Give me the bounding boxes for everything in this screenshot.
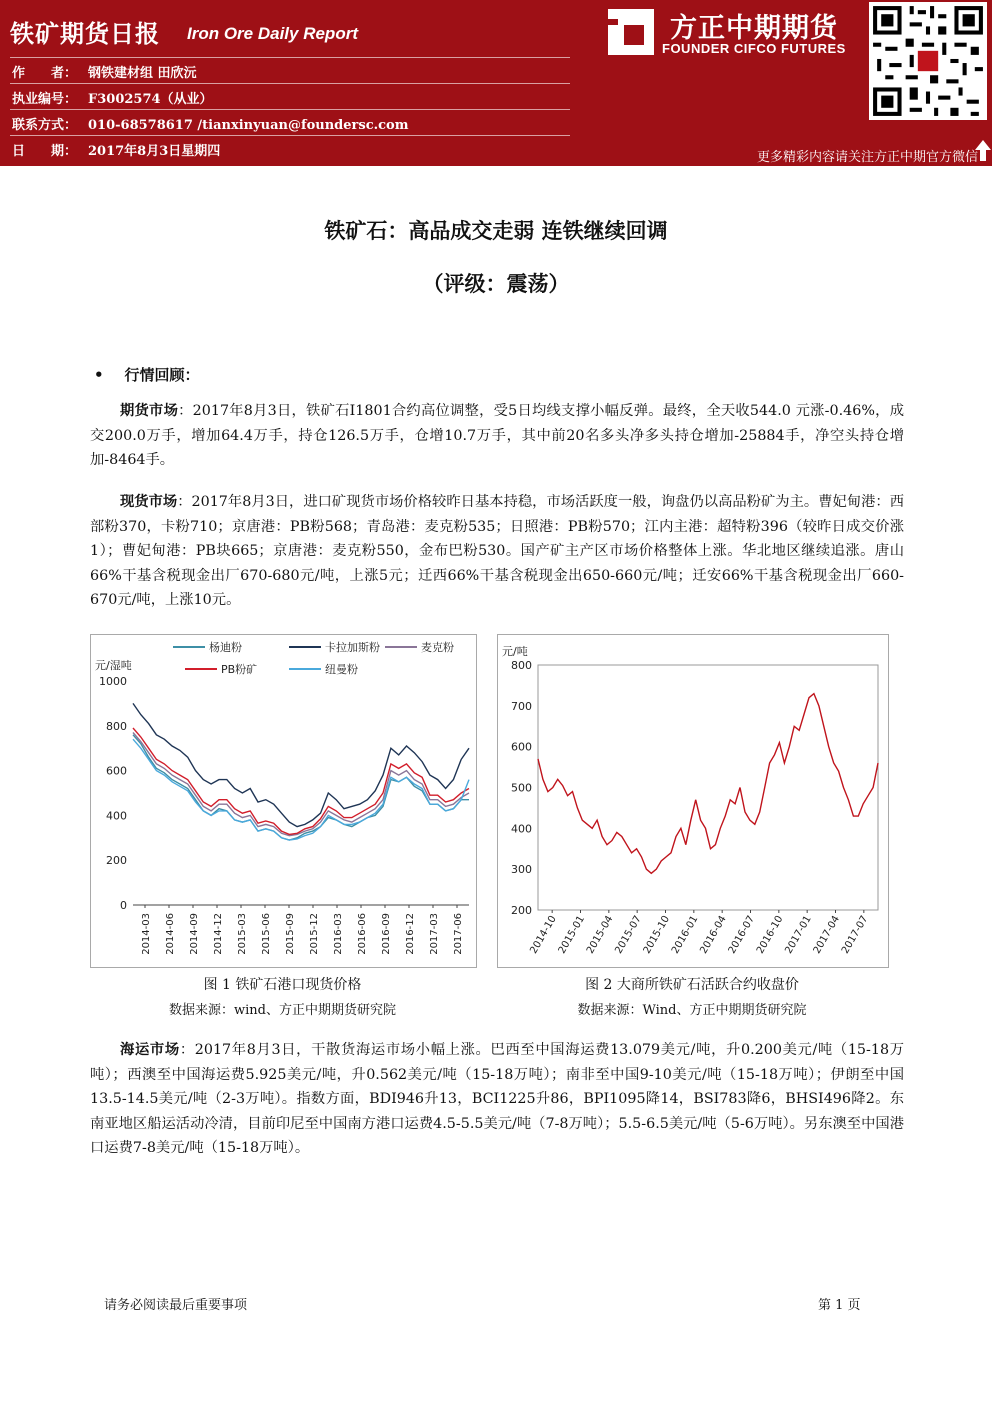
x-tick-label: 2015-03 — [237, 913, 248, 955]
chart1-svg — [91, 635, 476, 967]
report-rating: （评级：震荡） — [422, 272, 570, 296]
spot-label: 现货市场 — [120, 494, 178, 510]
x-tick-label: 2017-07 — [840, 914, 871, 956]
license-value: F3002574（从业） — [88, 92, 213, 107]
x-tick-label: 2017-01 — [783, 914, 814, 956]
section-heading-text: 行情回顾： — [124, 366, 200, 384]
x-tick-label: 2015-06 — [261, 913, 272, 955]
series-line — [133, 733, 469, 836]
x-tick-label: 2016-12 — [405, 913, 416, 955]
follow-wechat-text: 更多精彩内容请关注方正中期官方微信 — [756, 150, 978, 165]
shipping-label: 海运市场 — [120, 1042, 180, 1058]
y-tick-label: 0 — [120, 899, 127, 912]
bullet: • — [94, 366, 104, 384]
x-tick-label: 2015-01 — [556, 914, 588, 956]
report-title-cn: 铁矿期货日报 — [10, 20, 160, 48]
logo-text-en: FOUNDER CIFCO FUTURES — [662, 41, 846, 56]
divider — [10, 109, 570, 110]
fig1-caption: 图 1 铁矿石港口现货价格 — [203, 977, 362, 993]
shipping-paragraph — [90, 1038, 904, 1161]
fig1-source: 数据来源：wind、方正中期期货研究院 — [169, 1003, 396, 1018]
spot-paragraph — [90, 490, 904, 613]
plot-frame — [538, 665, 878, 910]
legend-label: 卡拉加斯粉 — [325, 641, 380, 654]
x-tick-label: 2016-10 — [755, 914, 786, 956]
legend-label: 麦克粉 — [421, 641, 454, 654]
series-line — [538, 694, 878, 874]
x-tick-label: 2017-03 — [429, 913, 440, 955]
legend-label: 纽曼粉 — [325, 663, 358, 676]
contact-value[interactable]: 010-68578617 /tianxinyuan@foundersc.com — [88, 118, 409, 133]
logo-text-cn: 方正中期期货 — [670, 13, 838, 44]
x-tick-label: 2017-04 — [811, 914, 843, 956]
y-tick-label: 400 — [106, 809, 127, 823]
series-line — [133, 735, 469, 840]
x-tick-label: 2016-03 — [333, 913, 344, 955]
x-tick-label: 2016-09 — [381, 913, 392, 955]
y-tick-label: 1000 — [99, 675, 127, 688]
y-tick-label: 600 — [106, 764, 127, 778]
y-tick-label: 600 — [511, 740, 532, 754]
y-tick-label: 300 — [511, 863, 532, 877]
contact-row — [12, 114, 409, 133]
license-row — [12, 88, 213, 107]
futures-label: 期货市场 — [120, 403, 179, 419]
section-heading — [94, 364, 200, 385]
x-tick-label: 2016-07 — [726, 914, 758, 956]
page-number: 第 1 页 — [818, 1298, 861, 1313]
legend-label: 杨迪粉 — [209, 641, 242, 654]
x-tick-label: 2015-12 — [309, 913, 320, 955]
contact-label: 联系方式： — [12, 118, 78, 133]
series-line — [133, 703, 469, 826]
x-tick-label: 2015-04 — [585, 914, 616, 956]
y-tick-label: 200 — [106, 854, 127, 868]
y-tick-label: 700 — [511, 699, 532, 713]
x-tick-label: 2015-09 — [285, 913, 296, 955]
y-axis-label: 元/吨 — [502, 645, 528, 658]
divider — [10, 57, 570, 58]
author-label: 作 者： — [12, 66, 78, 81]
chart-port-spot-price — [90, 634, 477, 968]
x-tick-label: 2014-03 — [141, 913, 152, 955]
y-tick-label: 800 — [511, 659, 532, 672]
legend-label: PB粉矿 — [221, 663, 258, 676]
author-value: 钢铁建材组 田欣沅 — [88, 66, 197, 81]
chart-dce-active-contract — [497, 634, 889, 968]
shipping-text: ：2017年8月3日，干散货海运市场小幅上涨。巴西至中国海运费13.079美元/吨，升0.200美元/吨（15-18万吨）；西澳至中国海运费5.925美元/吨，升0.562美元/吨（15-18万吨）；南非至中国9-10美元/吨（15-18万吨）；伊朗至中国13.5-14.5美元/吨（2-3万吨）。指数方面，BDI946升13，BCI1225升86，BPI1095降14，BSI783降6，BHSI496降2。东南亚地区船运活动冷清，目前印尼至中国南方港口运费4.5-5.5美元/吨（7-8万吨）；5.5-6.5美元/吨（5-6万吨）。另东澳至中国港口运费7-8美元/吨（15-18万吨）。 — [90, 1042, 904, 1156]
fig2-caption: 图 2 大商所铁矿石活跃合约收盘价 — [585, 977, 799, 993]
qr-code-icon[interactable] — [869, 2, 987, 120]
founder-logo-icon — [604, 5, 658, 59]
y-tick-label: 800 — [106, 719, 127, 733]
report-header — [0, 0, 992, 166]
x-tick-label: 2015-10 — [641, 914, 673, 956]
x-tick-label: 2014-10 — [528, 914, 559, 956]
x-tick-label: 2014-12 — [213, 913, 224, 955]
divider — [10, 83, 570, 84]
divider — [10, 135, 570, 136]
chart2-svg — [498, 635, 888, 967]
y-axis-label: 元/湿吨 — [95, 659, 132, 672]
y-tick-label: 200 — [511, 904, 532, 917]
x-tick-label: 2014-06 — [165, 913, 176, 955]
x-tick-label: 2016-04 — [698, 914, 729, 956]
futures-paragraph — [90, 399, 904, 473]
x-tick-label: 2017-06 — [453, 913, 464, 955]
author-row — [12, 62, 197, 81]
futures-text: ：2017年8月3日，铁矿石I1801合约高位调整，受5日均线支撑小幅反弹。最终，全天收544.0 元涨-0.46%，成交200.0万手，增加64.4万手，持仓126.5万手，仓增10.7万手，其中前20名多头净多头持仓增加-25884手，净空头持仓增加-8464手。 — [90, 403, 904, 468]
report-headline: 铁矿石：高品成交走弱 连铁继续回调 — [324, 219, 668, 243]
x-tick-label: 2016-01 — [670, 914, 701, 956]
x-tick-label: 2014-09 — [189, 913, 200, 955]
footer-disclaimer-link[interactable]: 请务必阅读最后重要事项 — [104, 1298, 248, 1313]
date-label: 日 期： — [12, 144, 78, 159]
y-tick-label: 500 — [511, 781, 532, 795]
date-value: 2017年8月3日星期四 — [88, 144, 221, 159]
arrow-up-icon — [974, 138, 992, 162]
license-label: 执业编号： — [12, 92, 78, 107]
x-tick-label: 2015-07 — [613, 914, 644, 956]
y-tick-label: 400 — [511, 822, 532, 836]
spot-text: ：2017年8月3日，进口矿现货市场价格较昨日基本持稳，市场活跃度一般，询盘仍以高品粉矿为主。曹妃甸港：西部粉370，卡粉710；京唐港：PB粉568；青岛港：麦克粉535；日照港：PB粉570；江内主港：超特粉396（较昨日成交价涨1）；曹妃甸港：PB块665；京唐港：麦克粉550，金布巴粉530。国产矿主产区市场价格整体上涨。华北地区继续追涨。唐山66%干基含税现金出厂670-680元/吨，上涨5元；迁西66%干基含税现金出650-660元/吨；迁安66%干基含税现金出厂660-670元/吨，上涨10元。 — [90, 494, 905, 608]
report-title-en: Iron Ore Daily Report — [187, 24, 358, 43]
x-tick-label: 2016-06 — [357, 913, 368, 955]
fig2-source: 数据来源：Wind、方正中期期货研究院 — [577, 1003, 807, 1018]
date-row — [12, 140, 220, 159]
